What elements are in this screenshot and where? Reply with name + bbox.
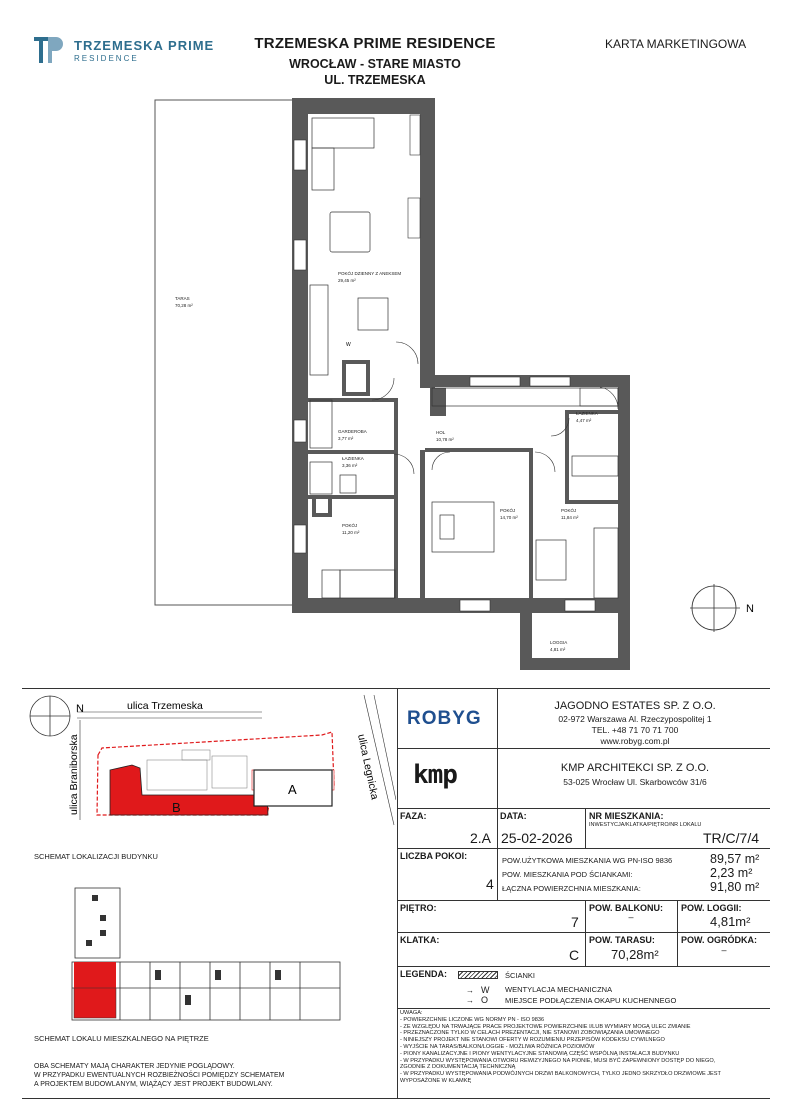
data-label: DATA: xyxy=(500,811,527,821)
kmp-logo: kmp xyxy=(413,760,457,790)
pow-laczna-value: 91,80 m² xyxy=(710,880,760,894)
label-taras: TARAS xyxy=(175,296,190,301)
label-pokoj1: POKÓJ xyxy=(342,523,358,528)
label-garderoba: GARDEROBA xyxy=(338,429,367,434)
logo-sub-text: RESIDENCE xyxy=(74,54,139,63)
area-lazienka2: 4,47 m² xyxy=(576,418,592,423)
taras-value: 70,28m² xyxy=(611,947,659,962)
architect-name: KMP ARCHITEKCI SP. Z O.O. xyxy=(560,762,710,774)
location-caption: SCHEMAT LOKALIZACJI BUDYNKU xyxy=(34,852,158,861)
architect-address: 53-025 Wrocław Ul. Skarbowców 31/6 xyxy=(563,777,707,787)
developer-name: JAGODNO ESTATES SP. Z O.O. xyxy=(554,700,716,712)
area-loggia: 4,81 m² xyxy=(550,647,566,652)
balkon-value: – xyxy=(628,912,634,922)
vent-symbol: W xyxy=(346,342,351,348)
floor-schema xyxy=(60,880,360,1025)
area-pokoj-dzienny: 29,45 m² xyxy=(338,278,356,283)
building-a-label: A xyxy=(288,782,297,797)
street-left: ulica Braniborska xyxy=(68,734,80,815)
area-hol: 10,78 m² xyxy=(436,437,454,442)
pow-laczna-label: ŁĄCZNA POWIERZCHNIA MIESZKANIA: xyxy=(502,884,641,893)
loggia-value: 4,81m² xyxy=(710,914,751,929)
legend-okap: MIEJSCE PODŁĄCZENIA OKAPU KUCHENNEGO xyxy=(505,996,677,1005)
label-pokoj2: POKÓJ xyxy=(500,508,516,513)
label-hol: HOL xyxy=(436,430,446,435)
legend-hatch-icon xyxy=(458,971,498,979)
pow-scianki-value: 2,23 m² xyxy=(710,866,753,880)
robyg-logo: ROBYG xyxy=(407,708,482,729)
loggia-label: POW. LOGGII: xyxy=(681,903,742,913)
notes-title: UWAGA: xyxy=(400,1010,423,1016)
notes: UWAGA: - POWIERZCHNIE LICZONE WG NORMY PN - ISO 9836 - ZE WZGLĘDU NA TRWAJĄCE PRACE PROJEKTOWE POWIERZCHNIE I/LUB WYMIARY MOGĄ ULEC ZMIANIE - PRZEZNACZONE TYLKO W CELACH PREZENTACJI, NIE STANOWI ZOBOWIĄZANIA UMOWNEGO - NINIEJSZY PROJEKT NIE STANOWI OFERTY W ROZUMIENIU PRZEPISÓW KODEKSU CYWILNEGO - WYJŚCIE NA TARAS/BALKON/LOGGIE - MOŻLIWA RÓŻNICA POZIOMÓW - PIONY KANALIZACYJNE I PIONY WENTYLACYJNE STANOWIĄ CZĘŚĆ WSPÓLNĄ INSTALACJI BUDYNKU - W PRZYPADKU WYSTĘPOWANIA OTWORU REWIZYJNEGO NA PIONIE, MUSI BYĆ ZAPEWNIONY DOSTĘP DO NIEGO, ZGODNIE Z DOKUMENTACJĄ TECHNICZNĄ - W PRZYPADKU WYSTĘPOWANIA PODWÓJNYCH DRZWI BALKONOWYCH, TYLKO JEDNO SKRZYDŁO DRZWIOWE JEST WYPOSAŻONE W KLAMKĘ xyxy=(400,1010,768,1085)
architect-info xyxy=(500,762,770,787)
north-compass-location xyxy=(30,696,70,736)
pow-uzytkowa-value: 89,57 m² xyxy=(710,852,760,866)
area-pokoj2: 14,70 m² xyxy=(500,515,518,520)
legend-arrow-w-icon: → xyxy=(466,986,474,995)
data-value: 25-02-2026 xyxy=(501,830,573,846)
pokoje-label: LICZBA POKOI: xyxy=(400,851,468,861)
taras-label: POW. TARASU: xyxy=(589,935,655,945)
area-garderoba: 3,77 m² xyxy=(338,436,354,441)
ogrodek-value: – xyxy=(721,945,727,955)
developer-info xyxy=(500,700,770,746)
pow-uzytkowa-label: POW.UŻYTKOWA MIESZKANIA WG PN-ISO 9836 xyxy=(502,856,673,865)
legend-wentylacja: WENTYLACJA MECHANICZNA xyxy=(505,985,613,994)
ogrodek-label: POW. OGRÓDKA: xyxy=(681,935,757,945)
card-type: KARTA MARKETINGOWA xyxy=(605,37,747,51)
developer-phone: TEL. +48 71 70 71 700 xyxy=(591,725,679,735)
north-compass-plan xyxy=(690,584,740,632)
north-label-plan: N xyxy=(746,603,754,615)
developer-address: 02-972 Warszawa Al. Rzeczypospolitej 1 xyxy=(558,714,712,724)
label-pokoj-dzienny: POKÓJ DZIENNY Z ANEKSEM xyxy=(338,271,402,276)
floor-schema-caption: SCHEMAT LOKALU MIESZKALNEGO NA PIĘTRZE xyxy=(34,1034,209,1043)
label-pokoj3: POKÓJ xyxy=(561,508,577,513)
nr-label: NR MIESZKANIA: xyxy=(589,811,664,821)
legend-label: LEGENDA: xyxy=(400,969,447,979)
location-north-label: N xyxy=(76,703,84,715)
street-right: ulica Legnicka xyxy=(355,733,381,801)
logo-main-text: TRZEMESKA PRIME xyxy=(74,38,215,53)
klatka-value: C xyxy=(569,947,580,963)
label-loggia: LOGGIA xyxy=(550,640,568,645)
developer-web[interactable]: www.robyg.com.pl xyxy=(600,736,670,746)
area-lazienka1: 3,36 m² xyxy=(342,463,358,468)
pokoje-value: 4 xyxy=(486,876,494,892)
street-top: ulica Trzemeska xyxy=(127,700,203,712)
legend-o-symbol: O xyxy=(481,995,489,1005)
legend-arrow-o-icon: → xyxy=(466,996,474,1005)
area-pokoj1: 11,20 m² xyxy=(342,530,360,535)
terrace-area xyxy=(155,100,295,605)
legend-w-symbol: W xyxy=(481,985,490,995)
location-schema xyxy=(22,690,396,830)
nr-hint: INWESTYCJA/KLATKA/PIĘTRO/NR LOKALU xyxy=(589,822,702,828)
building-b-label: B xyxy=(172,800,181,815)
nr-value: TR/C/7/4 xyxy=(703,830,760,846)
label-lazienka1: ŁAZIENKA xyxy=(342,456,364,461)
area-pokoj3: 11,84 m² xyxy=(561,515,579,520)
page-subtitle-street: UL. TRZEMESKA xyxy=(324,73,426,87)
page-title: TRZEMESKA PRIME RESIDENCE xyxy=(254,35,496,52)
pietro-label: PIĘTRO: xyxy=(400,903,437,913)
klatka-label: KLATKA: xyxy=(400,935,440,945)
label-lazienka2: ŁAZIENKA xyxy=(576,411,598,416)
schema-disclaimer: OBA SCHEMATY MAJĄ CHARAKTER JEDYNIE POGLĄDOWY. W PRZYPADKU EWENTUALNYCH ROZBIEŻNOŚCI POMIĘDZY SCHEMATEM A PROJEKTEM BUDOWLANYM, WIĄŻĄCY JEST PROJEKT BUDOWLANY. xyxy=(34,1063,285,1088)
balkon-label: POW. BALKONU: xyxy=(589,903,663,913)
faza-label: FAZA: xyxy=(400,811,427,821)
pow-scianki-label: POW. MIESZKANIA POD ŚCIANKAMI: xyxy=(502,870,633,879)
page-subtitle-city: WROCŁAW - STARE MIASTO xyxy=(289,57,461,71)
faza-value: 2.A xyxy=(470,830,492,846)
walls xyxy=(292,98,630,670)
area-taras: 70,28 m² xyxy=(175,303,193,308)
pietro-value: 7 xyxy=(571,914,579,930)
legend-scianki: ŚCIANKI xyxy=(505,971,536,980)
